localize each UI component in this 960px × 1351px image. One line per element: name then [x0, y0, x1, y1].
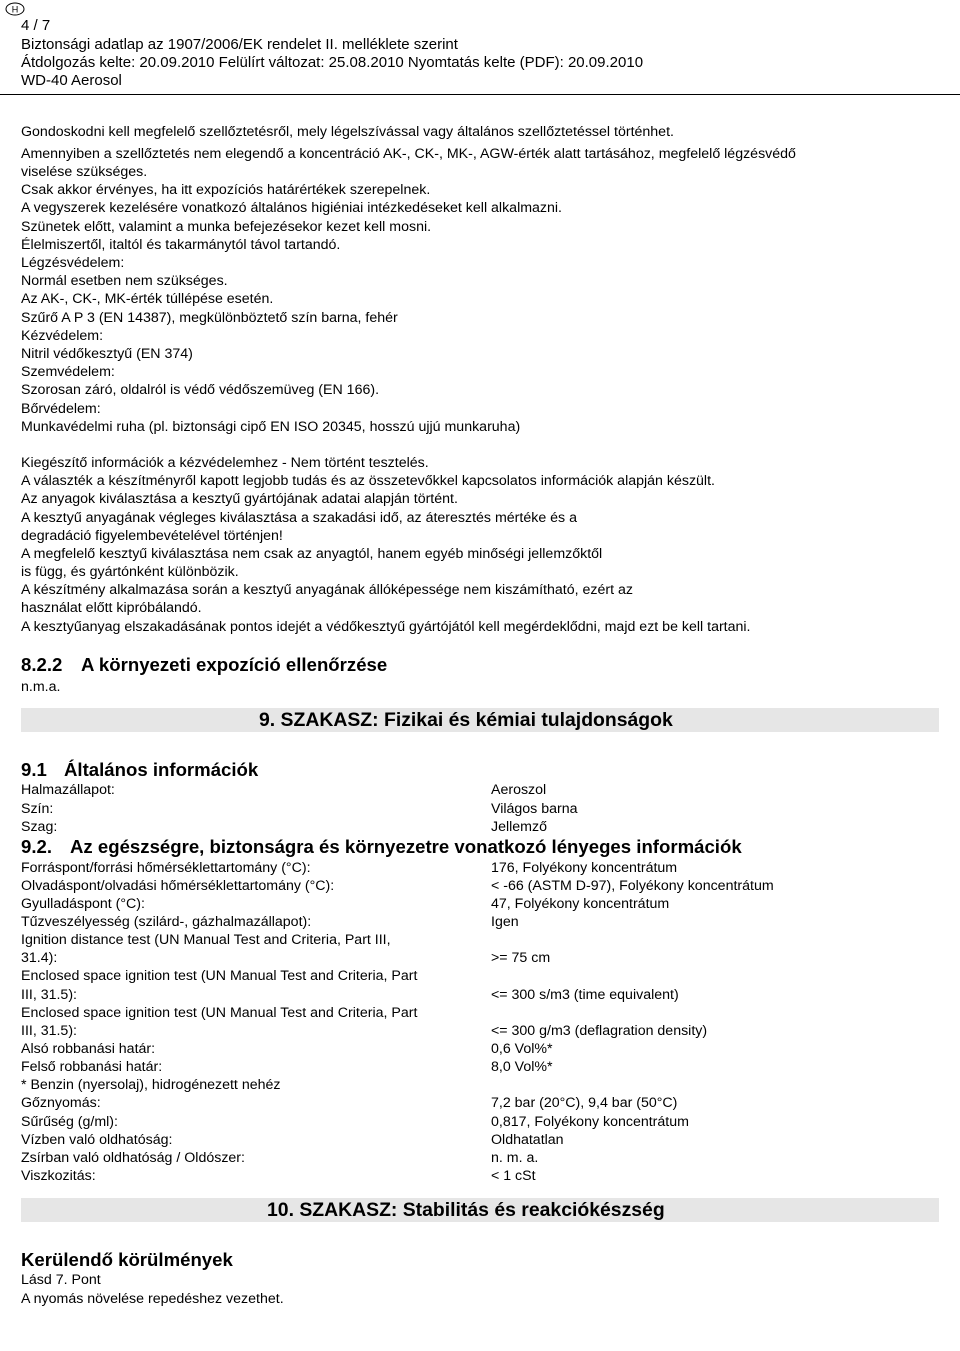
body-line: Élelmiszertől, italtól és takarmánytól távol tartandó.	[21, 237, 341, 253]
glove-line: A készítmény alkalmazása során a kesztyű anyagának állóképessége nem kiszámítható, ezért az	[21, 582, 633, 598]
property-value: <= 300 g/m3 (deflagration density)	[491, 1023, 708, 1039]
property-label: Gyulladáspont (°C):	[21, 896, 145, 912]
section-title: Általános információk	[64, 759, 259, 780]
property-value: Igen	[491, 914, 519, 930]
property-value: 8,0 Vol%*	[491, 1059, 553, 1075]
glove-line: Az anyagok kiválasztása a kesztyű gyártójának adatai alapján történt.	[21, 491, 458, 507]
property-label: Alsó robbanási határ:	[21, 1041, 156, 1057]
property-label: Enclosed space ignition test (UN Manual Test and Criteria, Part	[21, 1005, 418, 1021]
body-line: Amennyiben a szellőztetés nem elegendő a koncentráció AK-, CK-, MK-, AGW-érték alatt tartásához, megfelelő légzésvédő	[21, 146, 796, 162]
property-label: III, 31.5):	[21, 1023, 77, 1039]
body-line: Csak akkor érvényes, ha itt expozíciós határértékek szerepelnek.	[21, 182, 431, 198]
property-label: Szín:	[21, 801, 54, 817]
property-label: Tűzveszélyesség (szilárd-, gázhalmazállapot):	[21, 914, 312, 930]
property-label: Sűrűség (g/ml):	[21, 1114, 118, 1130]
section-8-2-2-heading	[21, 654, 387, 676]
glove-line: A megfelelő kesztyű kiválasztása nem csak az anyagtól, hanem egyéb minőségi jellemzőktől	[21, 546, 603, 562]
section-8-2-2-value: n.m.a.	[21, 679, 61, 695]
avoid-conditions-line: A nyomás növelése repedéshez vezethet.	[21, 1291, 284, 1307]
section-9-2-heading	[21, 836, 742, 858]
body-line: Nitril védőkesztyű (EN 374)	[21, 346, 193, 362]
glove-line: A kesztyű anyagának végleges kiválasztása a szakadási idő, az áteresztés mértéke és a	[21, 510, 577, 526]
glove-line: degradáció figyelembevételével történjen!	[21, 528, 283, 544]
glove-line: Kiegészítő információk a kézvédelemhez - Nem történt tesztelés.	[21, 455, 429, 471]
body-line: viselése szükséges.	[21, 164, 148, 180]
body-line: Munkavédelmi ruha (pl. biztonsági cipő EN ISO 20345, hosszú ujjú munkaruha)	[21, 419, 521, 435]
property-label: III, 31.5):	[21, 987, 77, 1003]
section-9-title: 9. SZAKASZ: Fizikai és kémiai tulajdonságok	[259, 709, 673, 731]
section-10-bar	[21, 1198, 939, 1222]
property-label: Halmazállapot:	[21, 782, 115, 798]
body-line: A vegyszerek kezelésére vonatkozó általános higiéniai intézkedéseket kell alkalmazni.	[21, 200, 563, 216]
property-value: Jellemző	[491, 819, 547, 835]
section-9-1-heading	[21, 759, 258, 781]
glove-line: A kesztyűanyag elszakadásának pontos idejét a védőkesztyű gyártójától kell megérdeklődni, majd ezt be kell tartani.	[21, 619, 751, 635]
body-line: Az AK-, CK-, MK-érték túllépése esetén.	[21, 291, 274, 307]
logo-letter: H	[11, 4, 19, 15]
avoid-conditions-heading: Kerülendő körülmények	[21, 1249, 233, 1270]
glove-line: használat előtt kipróbálandó.	[21, 600, 202, 616]
property-label: Viszkozitás:	[21, 1168, 96, 1184]
body-line: Szorosan záró, oldalról is védő védőszemüveg (EN 166).	[21, 382, 380, 398]
property-value: <= 300 s/m3 (time equivalent)	[491, 987, 679, 1003]
property-label: Zsírban való oldhatóság / Oldószer:	[21, 1150, 245, 1166]
property-value: >= 75 cm	[491, 950, 551, 966]
property-value: < -66 (ASTM D-97), Folyékony koncentrátum	[491, 878, 774, 894]
property-label: * Benzin (nyersolaj), hidrogénezett nehéz	[21, 1077, 281, 1093]
property-label: Forráspont/forrási hőmérséklettartomány (°C):	[21, 860, 311, 876]
property-value: 176, Folyékony koncentrátum	[491, 860, 678, 876]
body-line: Szűrő A P 3 (EN 14387), megkülönböztető szín barna, fehér	[21, 310, 398, 326]
property-label: Ignition distance test (UN Manual Test and Criteria, Part III,	[21, 932, 391, 948]
property-value: 0,817, Folyékony koncentrátum	[491, 1114, 689, 1130]
property-label: Felső robbanási határ:	[21, 1059, 163, 1075]
property-value: Aeroszol	[491, 782, 547, 798]
property-label: Olvadáspont/olvadási hőmérséklettartomány (°C):	[21, 878, 335, 894]
revision-dates: Átdolgozás kelte: 20.09.2010 Felülírt változat: 25.08.2010 Nyomtatás kelte (PDF): 20.09.2010	[21, 54, 644, 71]
glove-line: is függ, és gyártónként különbözik.	[21, 564, 239, 580]
section-number: 9.1	[21, 759, 47, 780]
property-label: Gőznyomás:	[21, 1095, 101, 1111]
property-label: Vízben való oldhatóság:	[21, 1132, 173, 1148]
section-10-title: 10. SZAKASZ: Stabilitás és reakciókészség	[267, 1199, 665, 1221]
property-value: n. m. a.	[491, 1150, 539, 1166]
property-label: Enclosed space ignition test (UN Manual Test and Criteria, Part	[21, 968, 418, 984]
body-line: Légzésvédelem:	[21, 255, 125, 271]
regulation-line: Biztonsági adatlap az 1907/2006/EK rendelet II. melléklete szerint	[21, 36, 458, 53]
company-logo-icon	[5, 2, 25, 16]
body-line: Szemvédelem:	[21, 364, 115, 380]
property-value: 7,2 bar (20°C), 9,4 bar (50°C)	[491, 1095, 678, 1111]
property-value: Oldhatatlan	[491, 1132, 564, 1148]
body-line: Szünetek előtt, valamint a munka befejezésekor kezet kell mosni.	[21, 219, 432, 235]
page-number: 4 / 7	[21, 17, 51, 34]
body-line: Normál esetben nem szükséges.	[21, 273, 228, 289]
property-value: < 1 cSt	[491, 1168, 536, 1184]
property-value: Világos barna	[491, 801, 578, 817]
section-number: 9.2.	[21, 836, 53, 857]
section-title: A környezeti expozíció ellenőrzése	[81, 654, 388, 675]
property-value: 0,6 Vol%*	[491, 1041, 553, 1057]
glove-line: A választék a készítményről kapott legjobb tudás és az összetevőkkel kapcsolatos információk alapján készült.	[21, 473, 715, 489]
avoid-conditions-line: Lásd 7. Pont	[21, 1272, 101, 1288]
property-label: 31.4):	[21, 950, 58, 966]
header-divider	[0, 94, 960, 95]
property-label: Szag:	[21, 819, 58, 835]
section-title: Az egészségre, biztonságra és környezetre vonatkozó lényeges információk	[70, 836, 742, 857]
body-line: Bőrvédelem:	[21, 401, 101, 417]
body-line: Gondoskodni kell megfelelő szellőztetésről, mely légelszívással vagy általános szellőztetéssel történhet.	[21, 124, 674, 140]
section-9-bar	[21, 708, 939, 732]
property-value: 47, Folyékony koncentrátum	[491, 896, 670, 912]
section-number: 8.2.2	[21, 654, 63, 675]
product-name: WD-40 Aerosol	[21, 72, 122, 89]
body-line: Kézvédelem:	[21, 328, 104, 344]
